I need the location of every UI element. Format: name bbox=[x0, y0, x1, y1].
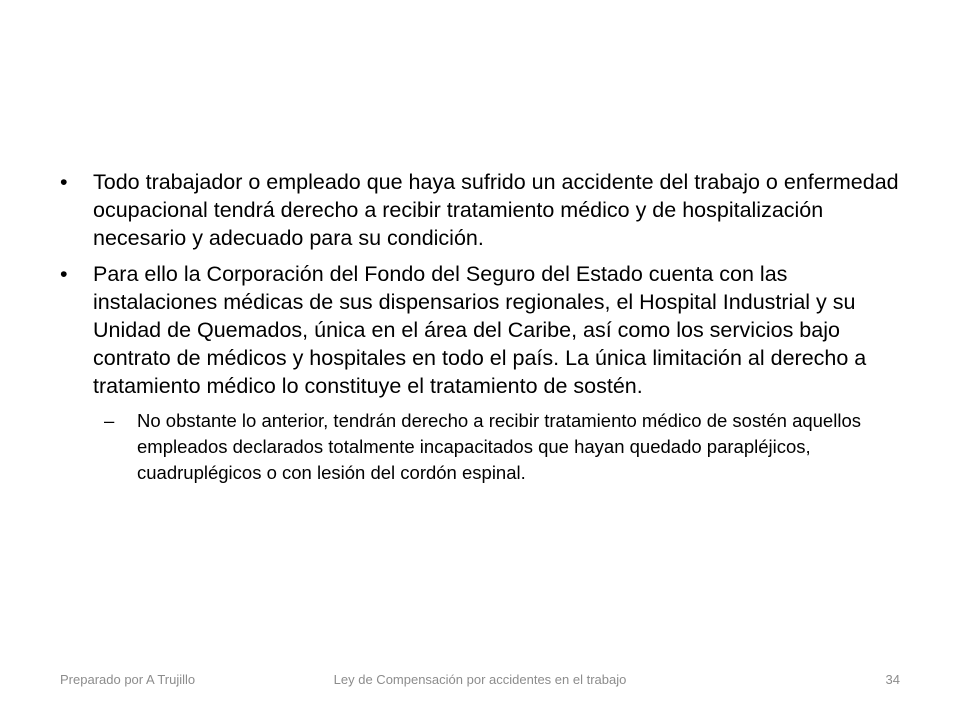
bullet-dot-icon: • bbox=[60, 262, 68, 286]
bullet-item bbox=[60, 260, 910, 400]
footer-author: Preparado por A Trujillo bbox=[60, 672, 196, 687]
slide-body bbox=[60, 168, 910, 486]
dash-icon: – bbox=[104, 410, 115, 431]
bullet-text: Para ello la Corporación del Fondo del Seguro del Estado cuenta con las instalaciones médicas de sus dispensarios regionales, el Hospital Industrial y su Unidad de Quemados, única en el área del Caribe, así como los servicios bajo contrato de médicos y hospitales en todo el país. La única limitación al derecho a tratamiento médico lo constituye el tratamiento de sostén. bbox=[93, 262, 867, 398]
page-number: 34 bbox=[885, 672, 900, 687]
sub-bullet-text: No obstante lo anterior, tendrán derecho a recibir tratamiento médico de sostén aquellos empleados declarados totalmente incapacitados que hayan quedado parapléjicos, cuadruplégicos o con lesión del cordón espinal. bbox=[137, 410, 861, 483]
footer-title: Ley de Compensación por accidentes en el trabajo bbox=[333, 672, 627, 687]
bullet-dot-icon: • bbox=[60, 170, 68, 194]
bullet-text: Todo trabajador o empleado que haya sufrido un accidente del trabajo o enfermedad ocupacional tendrá derecho a recibir tratamiento médico y de hospitalización necesario y adecuado para su condición. bbox=[93, 170, 899, 250]
sub-bullet-item bbox=[60, 408, 910, 486]
bullet-item bbox=[60, 168, 910, 252]
